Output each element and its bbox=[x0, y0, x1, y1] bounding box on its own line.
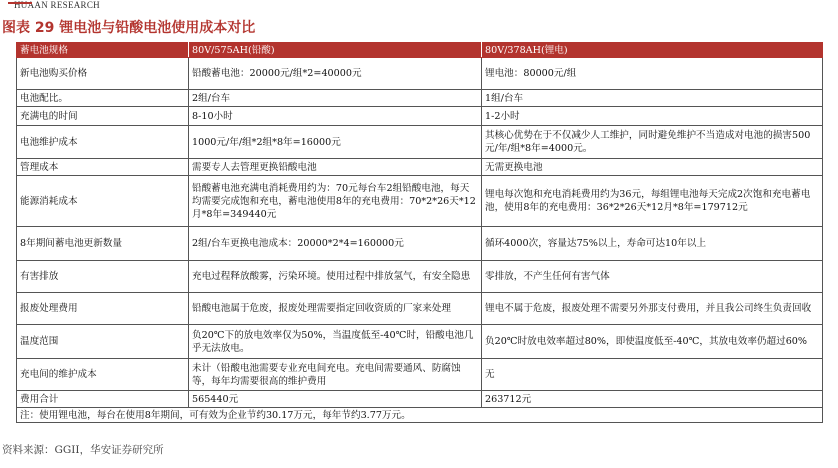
row-item: 能源消耗成本 bbox=[17, 176, 189, 227]
header-spec: 蓄电池规格 bbox=[17, 43, 189, 58]
table-row bbox=[17, 159, 823, 176]
row-item: 管理成本 bbox=[17, 159, 189, 176]
row-lithium: 零排放，不产生任何有害气体 bbox=[482, 261, 823, 293]
row-lead: 负20℃下的放电效率仅为50%，当温度低至-40℃时，铅酸电池几乎无法放电。 bbox=[189, 325, 482, 359]
row-lead: 需要专人去管理更换铅酸电池 bbox=[189, 159, 482, 176]
table-row bbox=[17, 176, 823, 227]
row-lead: 1000元/年/组*2组*8年=16000元 bbox=[189, 126, 482, 159]
row-lithium: 其核心优势在于不仅减少人工维护，同时避免维护不当造成对电池的损害500元/年/组*8年=4000元。 bbox=[482, 126, 823, 159]
row-lead: 铅酸蓄电池充满电消耗费用约为：70元每台车2组铅酸电池，每天均需要完成饱和充电，蓄电池使用8年的充电费用：70*2*26天*12月*8年=349440元 bbox=[189, 176, 482, 227]
row-lead: 8-10小时 bbox=[189, 107, 482, 126]
row-lithium: 负20℃时放电效率超过80%，即使温度低至-40℃，其放电效率仍超过60% bbox=[482, 325, 823, 359]
row-item: 充电间的维护成本 bbox=[17, 359, 189, 391]
table-row bbox=[17, 126, 823, 159]
row-item: 电池配比。 bbox=[17, 90, 189, 107]
row-lithium: 无 bbox=[482, 359, 823, 391]
row-lithium: 锂电不属于危废，报废处理不需要另外那支付费用，并且我公司终生负责回收 bbox=[482, 293, 823, 325]
row-item: 温度范围 bbox=[17, 325, 189, 359]
row-item: 报废处理费用 bbox=[17, 293, 189, 325]
row-lead: 铅酸电池属于危废，报废处理需要指定回收资质的厂家来处理 bbox=[189, 293, 482, 325]
row-lead: 铅酸蓄电池：20000元/组*2=40000元 bbox=[189, 58, 482, 90]
row-lead: 未计（铅酸电池需要专业充电间充电。充电间需要通风、防腐蚀等，每年均需要很高的维护费用 bbox=[189, 359, 482, 391]
row-lead: 565440元 bbox=[189, 391, 482, 408]
row-item: 电池维护成本 bbox=[17, 126, 189, 159]
row-lithium: 锂电池：80000元/组 bbox=[482, 58, 823, 90]
table-note: 注：使用锂电池，每台在使用8年期间，可有效为企业节约30.17万元，每年节约3.77万元。 bbox=[17, 408, 823, 423]
figure-title: 图表 29 锂电池与铅酸电池使用成本对比 bbox=[2, 20, 256, 36]
table-row bbox=[17, 391, 823, 408]
table-row bbox=[17, 227, 823, 261]
table-row bbox=[17, 293, 823, 325]
comparison-table bbox=[16, 42, 823, 423]
row-lithium: 无需更换电池 bbox=[482, 159, 823, 176]
row-item: 新电池购买价格 bbox=[17, 58, 189, 90]
brand-name: HUAAN RESEARCH bbox=[14, 0, 100, 10]
row-lithium: 循环4000次，容量达75%以上，寿命可达10年以上 bbox=[482, 227, 823, 261]
row-lead: 充电过程释放酸雾，污染环境。使用过程中排放氢气，有安全隐患 bbox=[189, 261, 482, 293]
table-note-row bbox=[17, 408, 823, 423]
row-lithium: 锂电每次饱和充电消耗费用约为36元，每组锂电池每天完成2次饱和充电蓄电池，使用8年的充电费用：36*2*26天*12月*8年=179712元 bbox=[482, 176, 823, 227]
table-row bbox=[17, 261, 823, 293]
source-note: 资料来源：GGII，华安证券研究所 bbox=[2, 444, 164, 456]
row-item: 费用合计 bbox=[17, 391, 189, 408]
row-item: 8年期间蓄电池更新数量 bbox=[17, 227, 189, 261]
row-lithium: 1组/台车 bbox=[482, 90, 823, 107]
table-row bbox=[17, 107, 823, 126]
table-row bbox=[17, 359, 823, 391]
row-lead: 2组/台车更换电池成本：20000*2*4=160000元 bbox=[189, 227, 482, 261]
table-row bbox=[17, 325, 823, 359]
table-row bbox=[17, 58, 823, 90]
row-item: 有害排放 bbox=[17, 261, 189, 293]
header-lithium: 80V/378AH(锂电) bbox=[482, 43, 823, 58]
row-lithium: 263712元 bbox=[482, 391, 823, 408]
logo-mark-icon bbox=[8, 0, 32, 4]
table-row bbox=[17, 90, 823, 107]
header-lead-acid: 80V/575AH(铅酸) bbox=[189, 43, 482, 58]
row-item: 充满电的时间 bbox=[17, 107, 189, 126]
row-lead: 2组/台车 bbox=[189, 90, 482, 107]
brand-logo bbox=[14, 0, 100, 10]
table-header-row bbox=[17, 43, 823, 58]
row-lithium: 1-2小时 bbox=[482, 107, 823, 126]
